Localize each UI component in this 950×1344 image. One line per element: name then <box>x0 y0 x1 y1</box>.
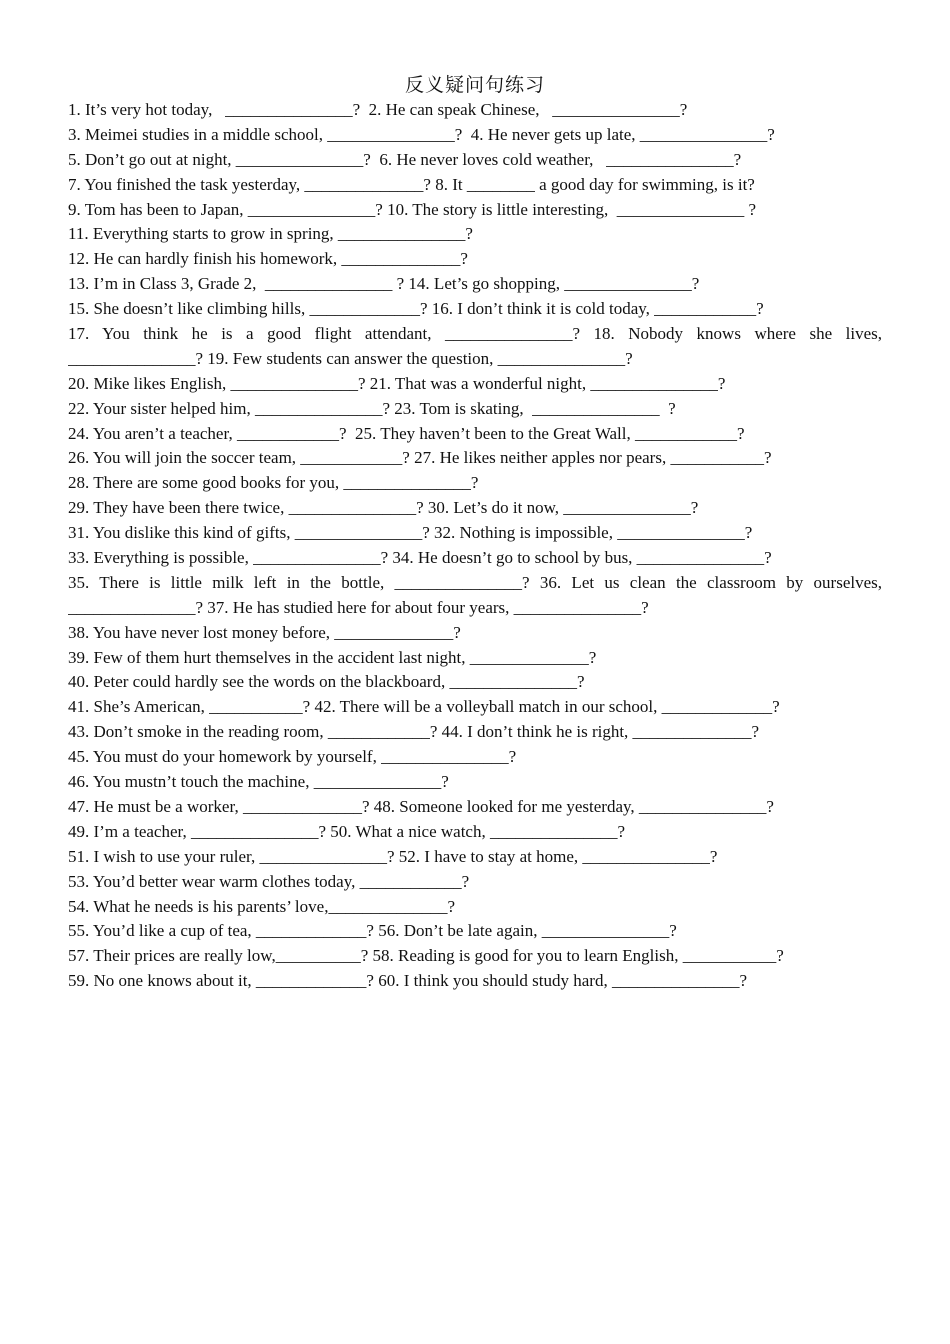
exercise-line: _______________? 37. He has studied here for about four years, _______________? <box>68 597 649 617</box>
worksheet-title: 反义疑问句练习 <box>404 74 545 96</box>
exercise-line: 59. No one knows about it, _____________? 60. I think you should study hard, _______________? <box>68 971 748 991</box>
exercise-line: 41. She’s American, ___________? 42. There will be a volleyball match in our school, _____________? <box>68 697 780 717</box>
exercise-line: 35. There is little milk left in the bottle, _______________? 36. Let us clean the classroom by ourselves, <box>68 572 882 592</box>
exercise-line: 26. You will join the soccer team, ____________? 27. He likes neither apples nor pears, ___________? <box>68 448 772 468</box>
exercise-line: 49. I’m a teacher, _______________? 50. What a nice watch, _______________? <box>68 821 626 841</box>
exercise-line: 54. What he needs is his parents’ love,______________? <box>68 896 455 916</box>
exercise-line: 13. I’m in Class 3, Grade 2, _______________ ? 14. Let’s go shopping, _______________? <box>68 274 700 294</box>
exercise-line: 28. There are some good books for you, _______________? <box>68 473 479 493</box>
exercise-line: 33. Everything is possible, _______________? 34. He doesn’t go to school by bus, _______________? <box>68 548 772 568</box>
exercise-line: 47. He must be a worker, ______________? 48. Someone looked for me yesterday, _______________? <box>68 796 774 816</box>
exercise-line: 53. You’d better wear warm clothes today, ____________? <box>68 871 470 891</box>
exercise-line: 22. Your sister helped him, _______________? 23. Tom is skating, _______________ ? <box>68 398 676 418</box>
exercise-line: 20. Mike likes English, _______________? 21. That was a wonderful night, _______________? <box>68 373 726 393</box>
exercise-line: 15. She doesn’t like climbing hills, _____________? 16. I don’t think it is cold today, ____________? <box>68 299 764 319</box>
exercise-line: 12. He can hardly finish his homework, ______________? <box>68 249 468 269</box>
exercise-line: _______________? 19. Few students can answer the question, _______________? <box>68 348 633 368</box>
exercise-line: 51. I wish to use your ruler, _______________? 52. I have to stay at home, _______________? <box>68 846 718 866</box>
exercise-line: 1. It’s very hot today, _______________? 2. He can speak Chinese, _______________? <box>68 100 688 119</box>
exercise-line: 45. You must do your homework by yourself, _______________? <box>68 747 517 767</box>
exercise-line: 24. You aren’t a teacher, ____________? 25. They haven’t been to the Great Wall, ____________? <box>68 423 745 443</box>
exercise-line: 38. You have never lost money before, ______________? <box>68 622 461 642</box>
exercise-line: 11. Everything starts to grow in spring, _______________? <box>68 224 473 244</box>
exercise-line: 29. They have been there twice, _______________? 30. Let’s do it now, _______________? <box>68 498 699 518</box>
exercise-line: 5. Don’t go out at night, _______________? 6. He never loves cold weather, _______________? <box>68 149 742 169</box>
exercise-line: 55. You’d like a cup of tea, _____________? 56. Don’t be late again, _______________? <box>68 921 677 941</box>
exercise-line: 46. You mustn’t touch the machine, _______________? <box>68 772 449 792</box>
exercise-line: 43. Don’t smoke in the reading room, ____________? 44. I don’t think he is right, ______________? <box>68 722 760 742</box>
exercise-line: 3. Meimei studies in a middle school, _______________? 4. He never gets up late, _______________? <box>68 124 775 144</box>
worksheet <box>68 72 882 994</box>
exercise-line: 9. Tom has been to Japan, _______________? 10. The story is little interesting, _______________ ? <box>68 199 757 219</box>
exercise-line: 57. Their prices are really low,__________? 58. Reading is good for you to learn English, ___________? <box>68 946 784 966</box>
exercise-line: 39. Few of them hurt themselves in the accident last night, ______________? <box>68 647 597 667</box>
exercise-line: 31. You dislike this kind of gifts, _______________? 32. Nothing is impossible, _______________? <box>68 523 753 543</box>
exercise-line: 40. Peter could hardly see the words on the blackboard, _______________? <box>68 672 585 692</box>
exercise-line: 17. You think he is a good flight attendant, _______________? 18. Nobody knows where she lives, <box>68 324 882 344</box>
exercise-line: 7. You finished the task yesterday, ______________? 8. It ________ a good day for swimming, is it? <box>68 174 755 194</box>
